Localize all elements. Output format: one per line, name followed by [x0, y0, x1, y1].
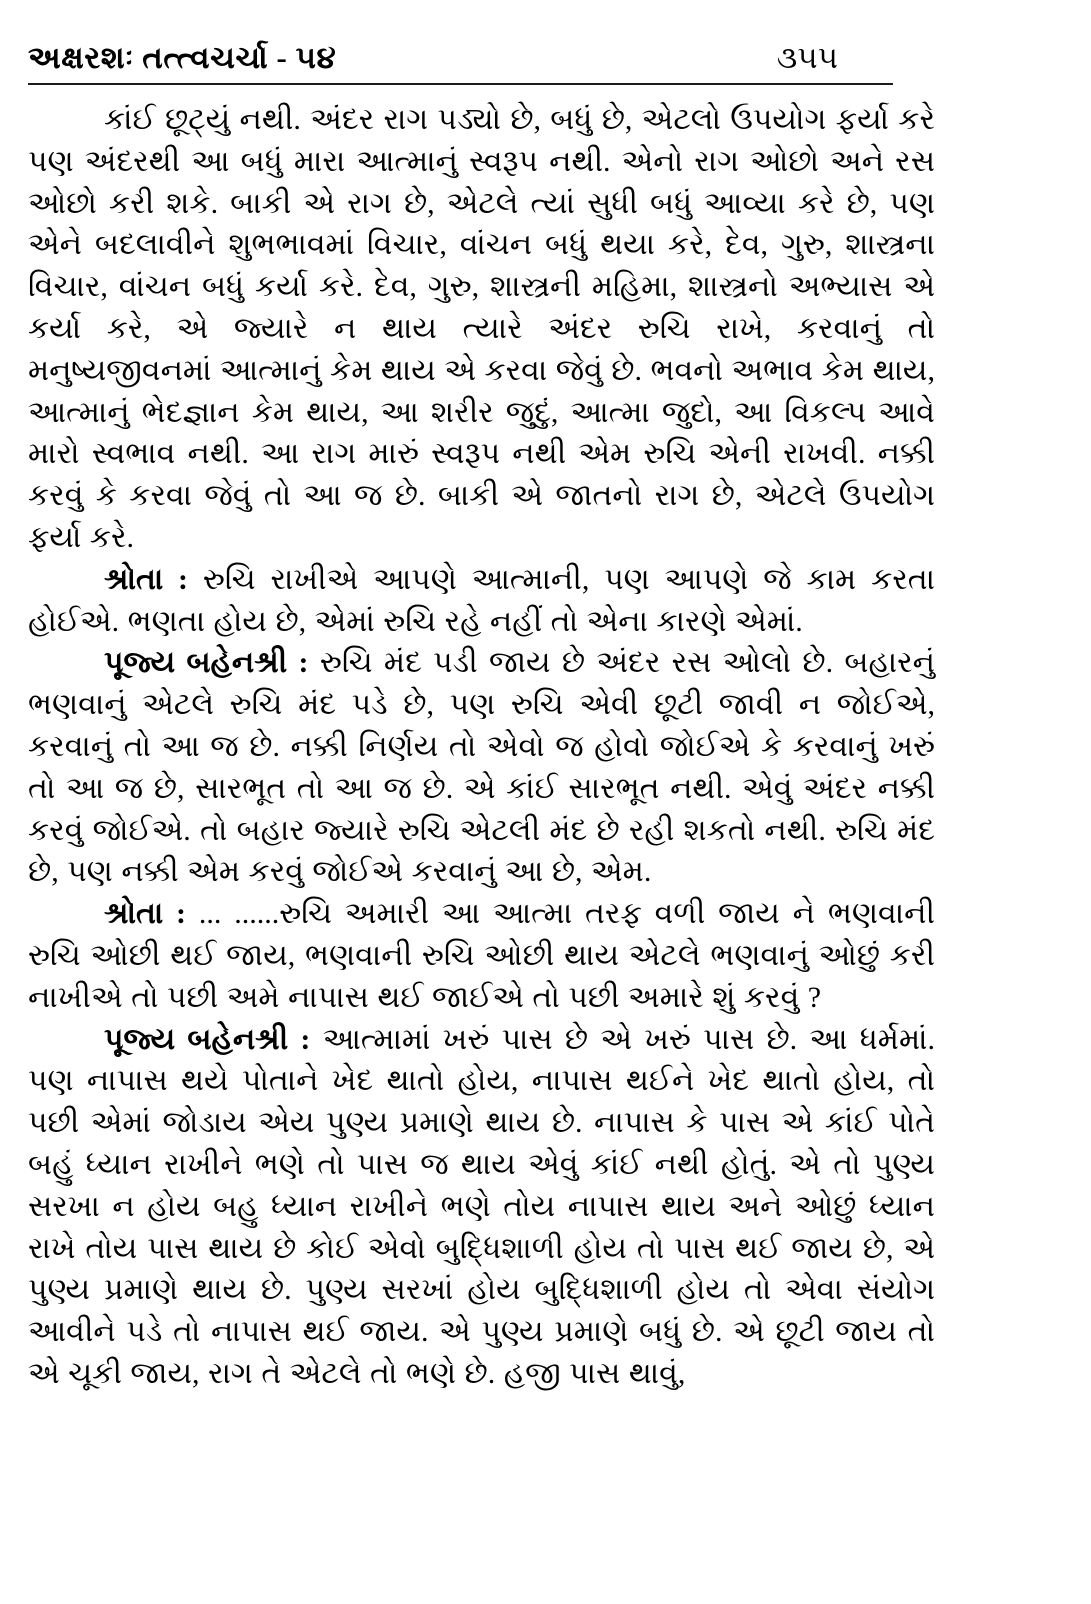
paragraph-text: કાંઈ છૂટ્યું નથી. અંદર રાગ પડ્યો છે, બધું છે, એટલો ઉપયોગ ફર્યા કરે પણ અંદરથી આ બધું મારા આત્માનું સ્વરૂપ નથી. એનો રાગ ઓછો અને રસ ઓછો કરી શકે. બાકી એ રાગ છે, એટલે ત્યાં સુધી બધું આવ્યા કરે છે, પણ એને બદલાવીને શુભભાવમાં વિચાર, વાંચન બધું થયા કરે, દેવ, ગુરુ, શાસ્ત્રના વિચાર, વાંચન બધું કર્યા કરે. દેવ, ગુરુ, શાસ્ત્રની મહિમા, શાસ્ત્રનો અભ્યાસ એ કર્યા કરે, એ જ્યારે ન થાય ત્યારે અંદર રુચિ રાખે, કરવાનું તો મનુષ્યજીવનમાં આત્માનું કેમ થાય એ કરવા જેવું છે. ભવનો અભાવ કેમ થાય, આત્માનું ભેદજ્ઞાન કેમ થાય, આ શરીર જુદું, આત્મા જુદો, આ વિકલ્પ આવે મારો સ્વભાવ નથી. આ રાગ મારું સ્વરૂપ નથી એમ રુચિ એની રાખવી. નક્કી કરવું કે કરવા જેવું તો આ જ છે. બાકી એ જાતનો રાગ છે, એટલે ઉપયોગ ફર્યા કરે. — [28, 103, 935, 554]
page-header — [28, 40, 893, 76]
page-number: ૩૫૫ — [776, 40, 838, 75]
paragraph-text: ... ......રુચિ અમારી આ આત્મા તરફ વળી જાય ને ભણવાની રુચિ ઓછી થઈ જાય, ભણવાની રુચિ ઓછી થાય એટલે ભણવાનું ઓછું કરી નાખીએ તો પછી અમે નાપાસ થઈ જાઈએ તો પછી અમારે શું કરવું ? — [28, 897, 935, 1014]
speaker-label-bahenshri: પૂજ્ય બહેનશ્રી : — [104, 1022, 311, 1056]
paragraph-shrota-1 — [28, 559, 935, 643]
page-title: અક્ષરશઃ તત્ત્વચર્ચા - ૫૪ — [28, 40, 337, 75]
page-content — [28, 99, 935, 1395]
paragraph-text: આત્મામાં ખરું પાસ છે એ ખરું પાસ છે. આ ધર્મમાં. પણ નાપાસ થયે પોતાને ખેદ થાતો હોય, નાપાસ થઈને ખેદ થાતો હોય, તો પછી એમાં જોડાય એય પુણ્ય પ્રમાણે થાય છે. નાપાસ કે પાસ એ કાંઈ પોતે બહું ધ્યાન રાખીને ભણે તો પાસ જ થાય એવું કાંઈ નથી હોતું. એ તો પુણ્ય સરખા ન હોય બહુ ધ્યાન રાખીને ભણે તોય નાપાસ થાય અને ઓછું ધ્યાન રાખે તોય પાસ થાય છે કોઈ એવો બુદ્ધિશાળી હોય તો પાસ થઈ જાય છે, એ પુણ્ય પ્રમાણે થાય છે. પુણ્ય સરખાં હોય બુદ્ધિશાળી હોય તો એવા સંયોગ આવીને પડે તો નાપાસ થઈ જાય. એ પુણ્ય પ્રમાણે બધું છે. એ છૂટી જાય તો એ ચૂકી જાય, રાગ તે એટલે તો ભણે છે. હજી પાસ થાવું, — [28, 1022, 936, 1390]
paragraph-bahenshri-2 — [28, 1019, 935, 1395]
paragraph-text: રુચિ રાખીએ આપણે આત્માની, પણ આપણે જે કામ કરતા હોઈએ. ભણતા હોય છે, એમાં રુચિ રહે નહીં તો એના કારણે એમાં. — [28, 562, 935, 638]
paragraph-shrota-2 — [28, 893, 935, 1018]
header-divider — [28, 83, 893, 85]
paragraph-intro — [28, 99, 935, 559]
paragraph-text: રુચિ મંદ પડી જાય છે અંદર રસ ઓલો છે. બહારનું ભણવાનું એટલે રુચિ મંદ પડે છે, પણ રુચિ એવી છૂટી જાવી ન જોઈએ, કરવાનું તો આ જ છે. નક્કી નિર્ણય તો એવો જ હોવો જોઈએ કે કરવાનું ખરું તો આ જ છે, સારભૂત તો આ જ છે. એ કાંઈ સારભૂત નથી. એવું અંદર નક્કી કરવું જોઈએ. તો બહાર જ્યારે રુચિ એટલી મંદ છે રહી શકતો નથી. રુચિ મંદ છે, પણ નક્કી એમ કરવું જોઈએ કરવાનું આ છે, એમ. — [28, 646, 935, 889]
speaker-label-shrota: શ્રોતા : — [104, 897, 187, 931]
speaker-label-shrota: શ્રોતા : — [104, 562, 189, 596]
paragraph-bahenshri-1 — [28, 642, 935, 893]
speaker-label-bahenshri: પૂજ્ય બહેનશ્રી : — [104, 646, 309, 680]
